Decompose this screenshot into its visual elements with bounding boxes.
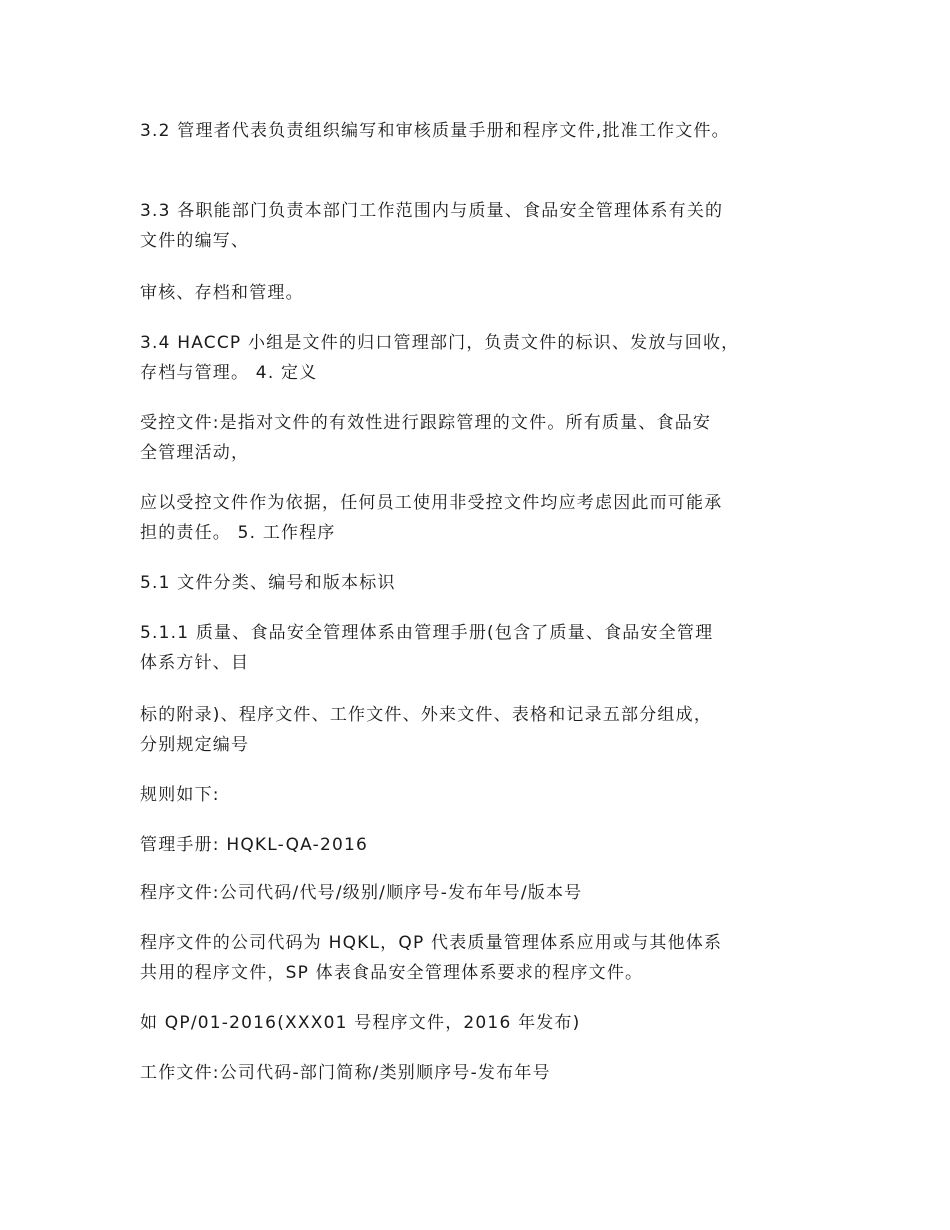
paragraph-work-file-code [140,1058,830,1088]
text-line: 标的附录)、程序文件、工作文件、外来文件、表格和记录五部分组成， [140,705,713,725]
text-line: 存档与管理。 4. 定义 [140,363,318,383]
paragraph-3-4 [140,328,830,388]
text-line: 3.2 管理者代表负责组织编写和审核质量手册和程序文件,批准工作文件。 [140,121,730,141]
paragraph-5-1-1-cont [140,700,830,760]
text-line: 应以受控文件作为依据，任何员工使用非受控文件均应考虑因此而可能承 [140,493,723,513]
paragraph-definition-cont [140,488,830,548]
text-line: 担的责任。 5. 工作程序 [140,523,336,543]
text-line: 工作文件:公司代码-部门简称/类别顺序号-发布年号 [140,1063,551,1083]
paragraph-rules [140,780,830,810]
paragraph-3-3-cont [140,278,830,308]
text-line: 3.4 HACCP 小组是文件的归口管理部门，负责文件的标识、发放与回收， [140,333,740,353]
paragraph-example [140,1008,830,1038]
text-line: 分别规定编号 [140,735,250,755]
text-line: 共用的程序文件，SP 体表食品安全管理体系要求的程序文件。 [140,963,644,983]
text-line: 文件的编写、 [140,231,250,251]
paragraph-3-3 [140,196,830,256]
text-line: 体系方针、目 [140,653,250,673]
text-line: 审核、存档和管理。 [140,283,304,303]
paragraph-5-1 [140,568,830,598]
paragraph-procedure-company-code [140,928,830,988]
text-line: 如 QP/01-2016(XXX01 号程序文件，2016 年发布) [140,1013,581,1033]
text-line: 5.1 文件分类、编号和版本标识 [140,573,396,593]
paragraph-procedure-code [140,878,830,908]
text-line: 程序文件的公司代码为 HQKL，QP 代表质量管理体系应用或与其他体系 [140,933,723,953]
text-line: 受控文件:是指对文件的有效性进行跟踪管理的文件。所有质量、食品安 [140,413,712,433]
paragraph-definition [140,408,830,468]
paragraph-manual-code [140,830,830,860]
text-line: 5.1.1 质量、食品安全管理体系由管理手册(包含了质量、食品安全管理 [140,623,714,643]
text-line: 管理手册: HQKL-QA-2016 [140,835,369,855]
text-line: 全管理活动， [140,443,250,463]
paragraph-3-2 [140,116,830,146]
text-line: 3.3 各职能部门负责本部门工作范围内与质量、食品安全管理体系有关的 [140,201,724,221]
text-line: 程序文件:公司代码/代号/级别/顺序号-发布年号/版本号 [140,883,583,903]
paragraph-5-1-1 [140,618,830,678]
text-line: 规则如下: [140,785,220,805]
